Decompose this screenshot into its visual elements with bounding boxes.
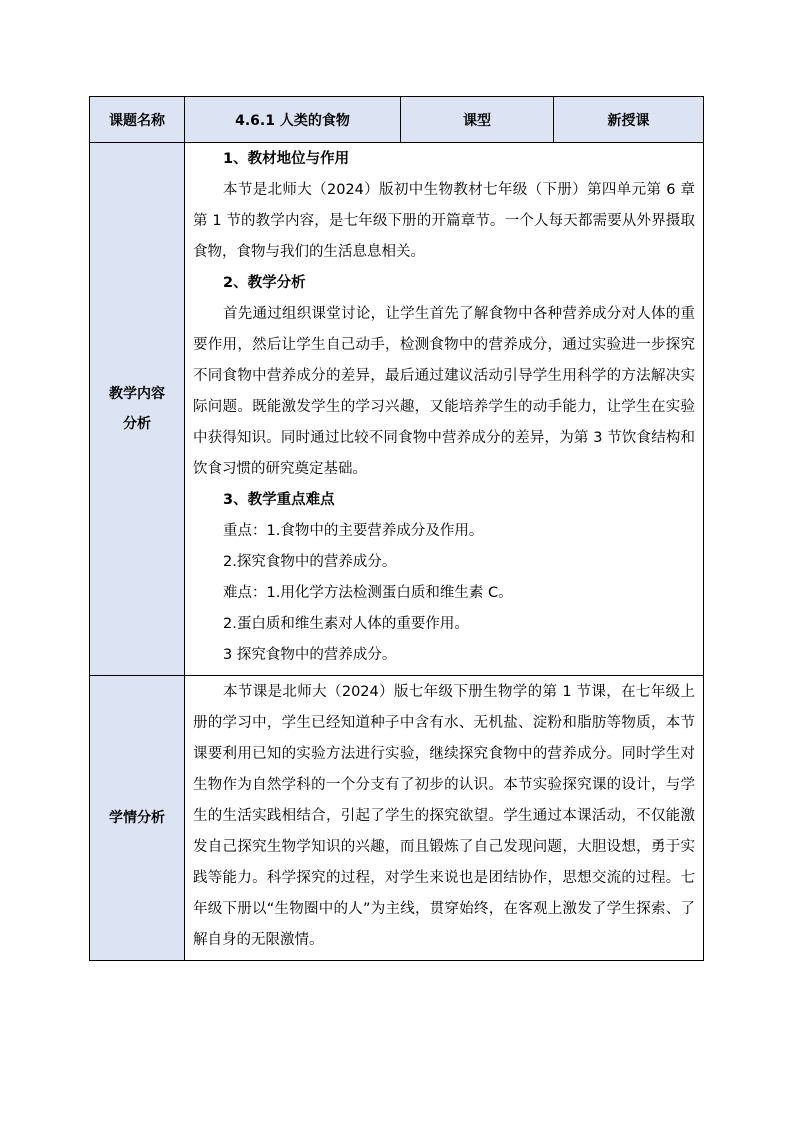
difficult-point-1: 难点：1.用化学方法检测蛋白质和维生素 C。 — [223, 585, 513, 601]
key-point-2: 2.探究食物中的营养成分。 — [223, 554, 397, 570]
section2-text: 首先通过组织课堂讨论，让学生首先了解食物中各种营养成分对人体的重要作用，然后让学生自己动手，检测食物中的营养成分，通过实验进一步探究不同食物中营养成分的差异，最后通过建议活动引导学生用科学的方法解决实际问题。既能激发学生的学习兴趣，又能培养学生的动手能力，让学生在实验中获得知识。同时通过比较不同食物中营养成分的差异，为第 3 节饮食结构和饮食习惯的研究奠定基础。 — [193, 306, 695, 477]
key-point-1: 重点：1.食物中的主要营养成分及作用。 — [223, 523, 484, 539]
learner-analysis-row — [90, 676, 704, 961]
difficult-point-3: 3 探究食物中的营养成分。 — [223, 647, 397, 663]
section1-heading: 1、教材地位与作用 — [223, 151, 350, 167]
difficult-point-2: 2.蛋白质和维生素对人体的重要作用。 — [223, 616, 469, 632]
content-analysis-label-line1: 教学内容 — [109, 386, 165, 402]
title-label-cell: 课题名称 — [90, 97, 185, 143]
title-value-cell: 4.6.1 人类的食物 — [185, 97, 401, 143]
section3-heading: 3、教学重点难点 — [223, 492, 335, 508]
header-row — [90, 97, 704, 143]
content-analysis-label-line2: 分析 — [123, 416, 151, 432]
section2-heading: 2、教学分析 — [223, 275, 306, 291]
type-label-cell: 课型 — [401, 97, 554, 143]
type-value-cell: 新授课 — [554, 97, 704, 143]
content-analysis-body — [185, 143, 704, 676]
learner-analysis-body — [185, 676, 704, 961]
content-analysis-label — [90, 143, 185, 676]
section1-text: 本节是北师大（2024）版初中生物教材七年级（下册）第四单元第 6 章第 1 节的教学内容，是七年级下册的开篇章节。一个人每天都需要从外界摄取食物，食物与我们的生活息息相关。 — [193, 182, 695, 260]
lesson-plan-table — [89, 96, 704, 961]
content-analysis-row — [90, 143, 704, 676]
learner-analysis-text: 本节课是北师大（2024）版七年级下册生物学的第 1 节课，在七年级上册的学习中，学生已经知道种子中含有水、无机盐、淀粉和脂肪等物质，本节课要利用已知的实验方法进行实验，继续探究食物中的营养成分。同时学生对生物作为自然学科的一个分支有了初步的认识。本节实验探究课的设计，与学生的生活实践相结合，引起了学生的探究欲望。学生通过本课活动，不仅能激发自己探究生物学知识的兴趣，而且锻炼了自己发现问题，大胆设想，勇于实践等能力。科学探究的过程，对学生来说也是团结协作，思想交流的过程。七年级下册以“生物圈中的人”为主线，贯穿始终，在客观上激发了学生探索、了解自身的无限激情。 — [193, 684, 695, 948]
learner-analysis-label: 学情分析 — [90, 676, 185, 961]
